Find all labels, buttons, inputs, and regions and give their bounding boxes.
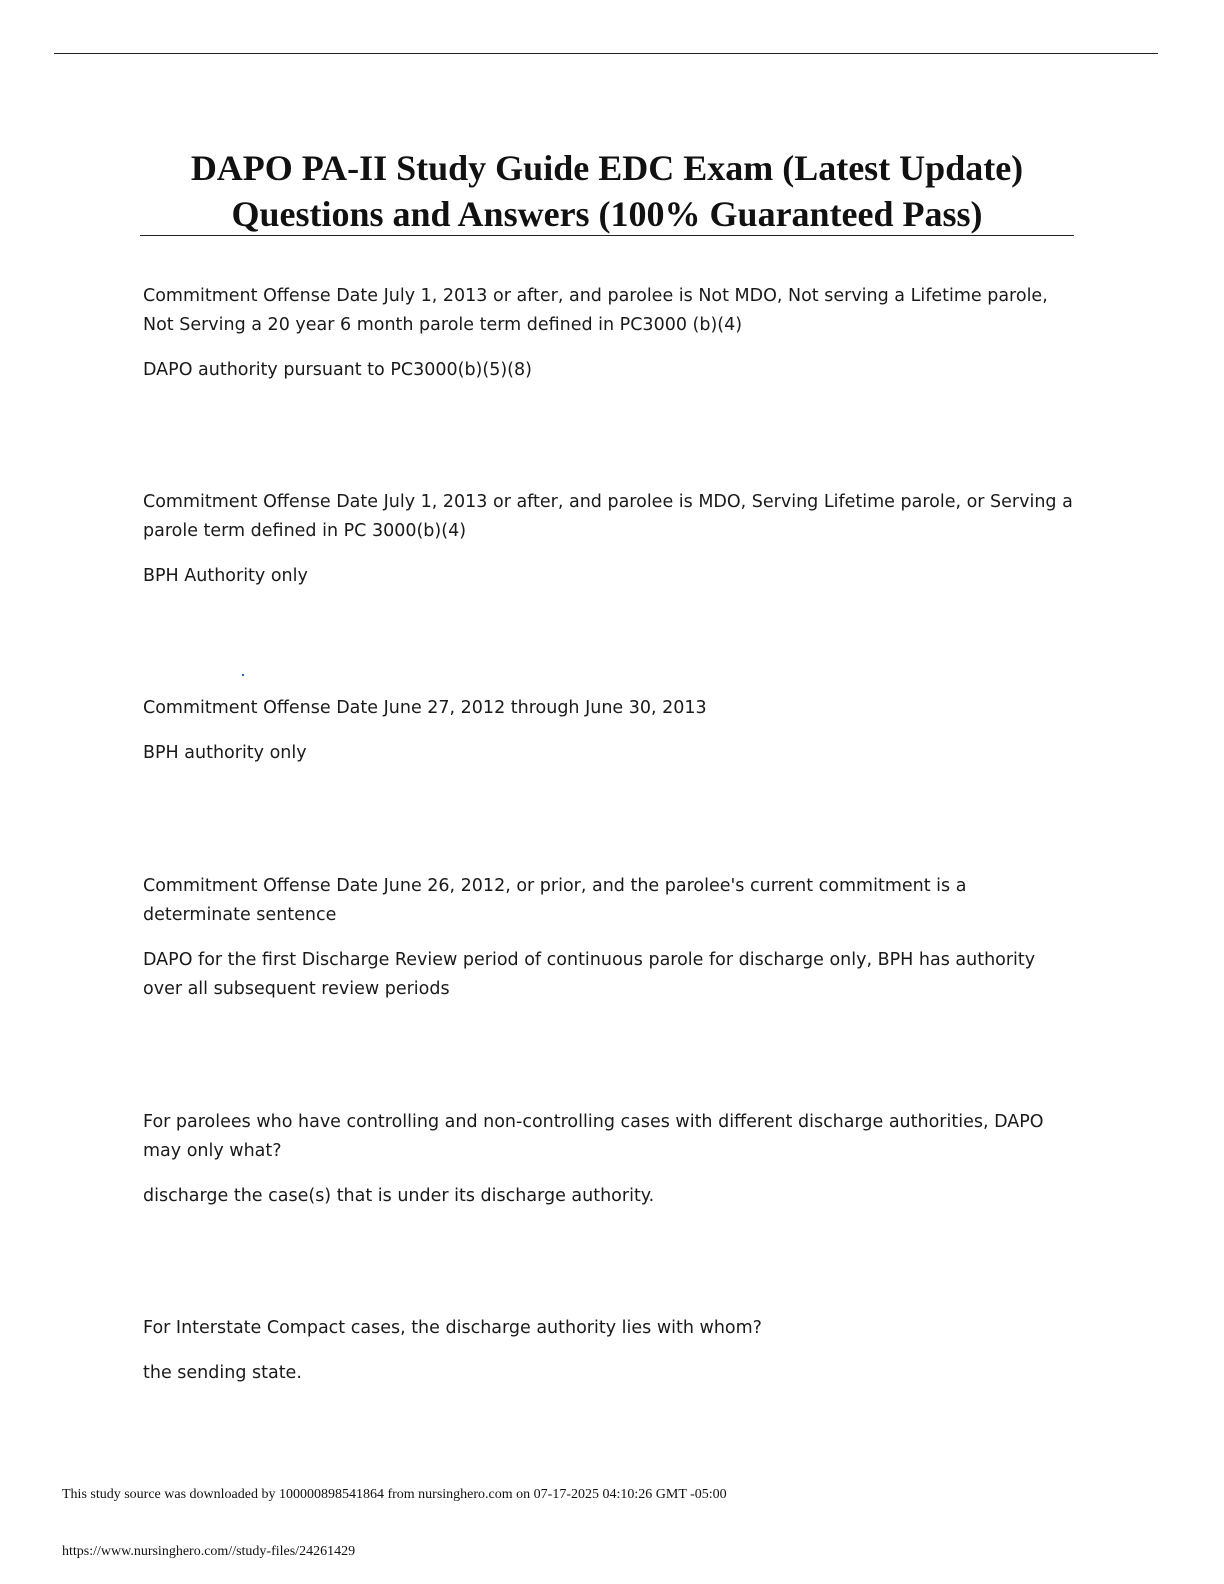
question-1: Commitment Offense Date July 1, 2013 or after, and parolee is Not MDO, Not serving a Lifetime parole, Not Serving a 20 year 6 month parole term defined in PC3000 (b)(4) bbox=[143, 286, 1048, 335]
qa-item-5 bbox=[143, 1108, 1073, 1211]
title-line-2: Questions and Answers (100% Guaranteed Pass) bbox=[231, 194, 983, 234]
qa-item-2 bbox=[143, 488, 1073, 591]
question-4: Commitment Offense Date June 26, 2012, or prior, and the parolee's current commitment is a determinate sentence bbox=[143, 876, 967, 925]
qa-item-4 bbox=[143, 872, 1073, 1004]
question-5: For parolees who have controlling and non-controlling cases with different discharge authorities, DAPO may only what? bbox=[143, 1112, 1044, 1161]
question-6: For Interstate Compact cases, the discharge authority lies with whom? bbox=[143, 1318, 762, 1338]
answer-2: BPH Authority only bbox=[143, 566, 308, 586]
download-notice: This study source was downloaded by 100000898541864 from nursinghero.com on 07-17-2025 04:10:26 GMT -05:00 bbox=[62, 1487, 727, 1502]
question-2: Commitment Offense Date July 1, 2013 or after, and parolee is MDO, Serving Lifetime parole, or Serving a parole term defined in PC 3000(b)(4) bbox=[143, 492, 1073, 541]
qa-item-6 bbox=[143, 1314, 1073, 1388]
question-3: Commitment Offense Date June 27, 2012 through June 30, 2013 bbox=[143, 698, 707, 718]
qa-item-1 bbox=[143, 282, 1073, 385]
stray-dot-mark bbox=[242, 674, 244, 676]
document-title bbox=[140, 145, 1074, 237]
top-rule bbox=[54, 53, 1158, 54]
answer-5: discharge the case(s) that is under its discharge authority. bbox=[143, 1186, 655, 1206]
answer-1: DAPO authority pursuant to PC3000(b)(5)(8) bbox=[143, 360, 532, 380]
qa-item-3 bbox=[143, 694, 1073, 768]
title-underline bbox=[140, 235, 1074, 236]
answer-6: the sending state. bbox=[143, 1363, 302, 1383]
title-line-1: DAPO PA-II Study Guide EDC Exam (Latest Update) bbox=[190, 148, 1024, 188]
source-url[interactable]: https://www.nursinghero.com//study-files/24261429 bbox=[62, 1544, 356, 1559]
answer-4: DAPO for the first Discharge Review period of continuous parole for discharge only, BPH has authority over all subsequent review periods bbox=[143, 950, 1036, 999]
answer-3: BPH authority only bbox=[143, 743, 307, 763]
